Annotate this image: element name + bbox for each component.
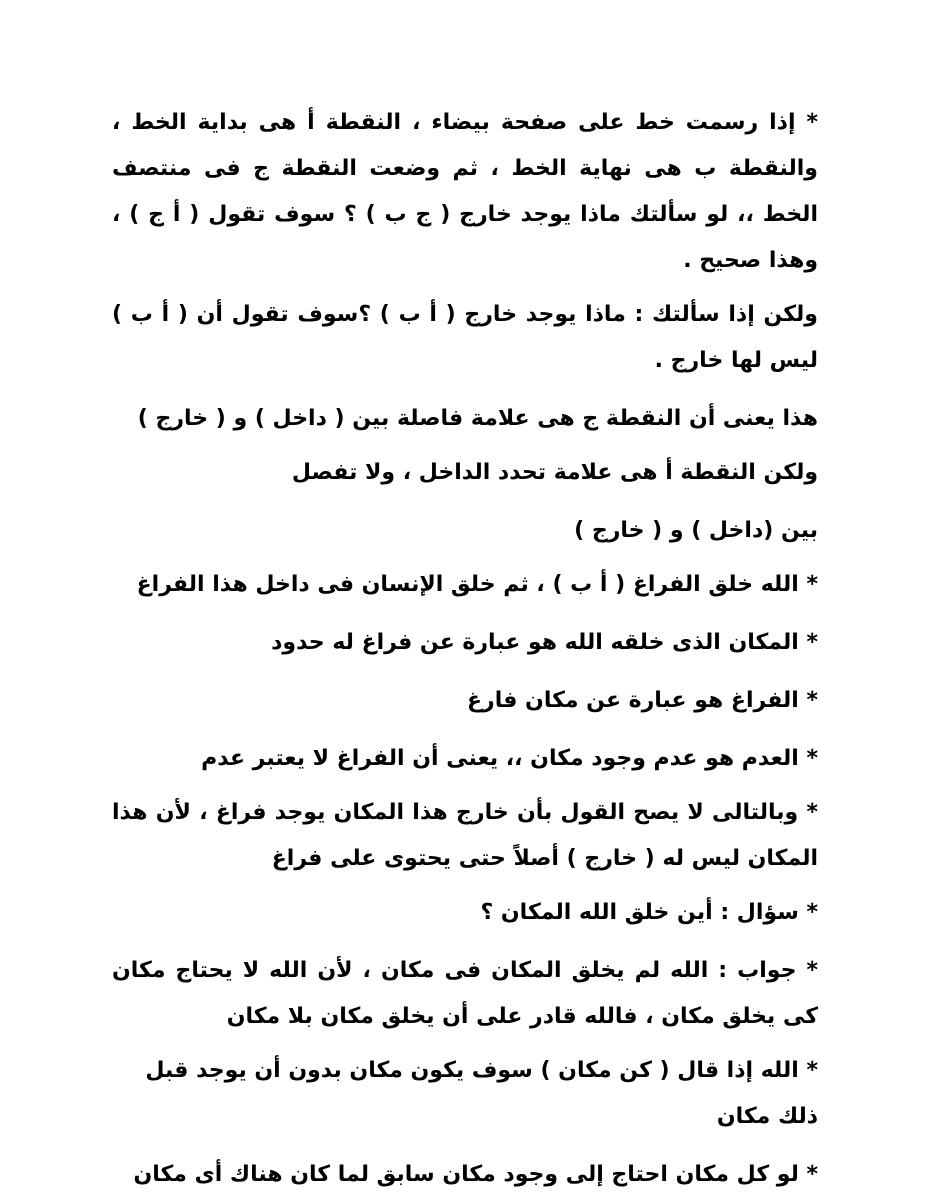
- bullet-nothingness: * العدم هو عدم وجود مكان ،، يعنى أن الفراغ لا يعتبر عدم: [201, 746, 818, 771]
- paragraph-separator-point: هذا يعنى أن النقطة ج هى علامة فاصلة بين ( داخل ) و ( خارج ): [137, 406, 818, 431]
- paragraph-outside-ab: ولكن إذا سألتك : ماذا يوجد خارج ( أ ب ) ؟سوف تقول أن ( أ ب ) ليس لها خارج .: [112, 302, 818, 373]
- bullet-prior-place: * لو كل مكان احتاج إلى وجود مكان سابق لما كان هناك أى مكان: [133, 1162, 818, 1187]
- paragraph-line-drawing: * إذا رسمت خط على صفحة بيضاء ، النقطة أ هى بداية الخط ، والنقطة ب هى نهاية الخط ، ثم وضعت النقطة ج فى منتصف الخط ،، لو سألتك ماذا يوجد خارج ( ج ب ) ؟ سوف تقول ( أ ج ) ، وهذا صحيح .: [112, 110, 818, 273]
- bullet-void-creation: * الله خلق الفراغ ( أ ب ) ، ثم خلق الإنسان فى داخل هذا الفراغ: [136, 572, 818, 597]
- bullet-be-place: * الله إذا قال ( كن مكان ) سوف يكون مكان بدون أن يوجد قبل ذلك مكان: [145, 1058, 818, 1129]
- bullet-answer: * جواب : الله لم يخلق المكان فى مكان ، لأن الله لا يحتاج مكان كى يخلق مكان ، فالله قادر على أن يخلق مكان بلا مكان: [112, 958, 818, 1029]
- bullet-question: * سؤال : أين خلق الله المكان ؟: [480, 900, 818, 925]
- bullet-no-outside: * وبالتالى لا يصح القول بأن خارج هذا المكان يوجد فراغ ، لأن هذا المكان ليس له ( خارج ) أصلاً حتى يحتوى على فراغ: [112, 800, 818, 871]
- document-body: [112, 100, 818, 1198]
- paragraph-inside-point: ولكن النقطة أ هى علامة تحدد الداخل ، ولا تفصل: [291, 460, 818, 485]
- bullet-void-definition: * الفراغ هو عبارة عن مكان فارغ: [467, 688, 818, 713]
- paragraph-inside-outside: بين (داخل ) و ( خارج ): [574, 518, 818, 543]
- bullet-place-definition: * المكان الذى خلقه الله هو عبارة عن فراغ له حدود: [271, 630, 818, 655]
